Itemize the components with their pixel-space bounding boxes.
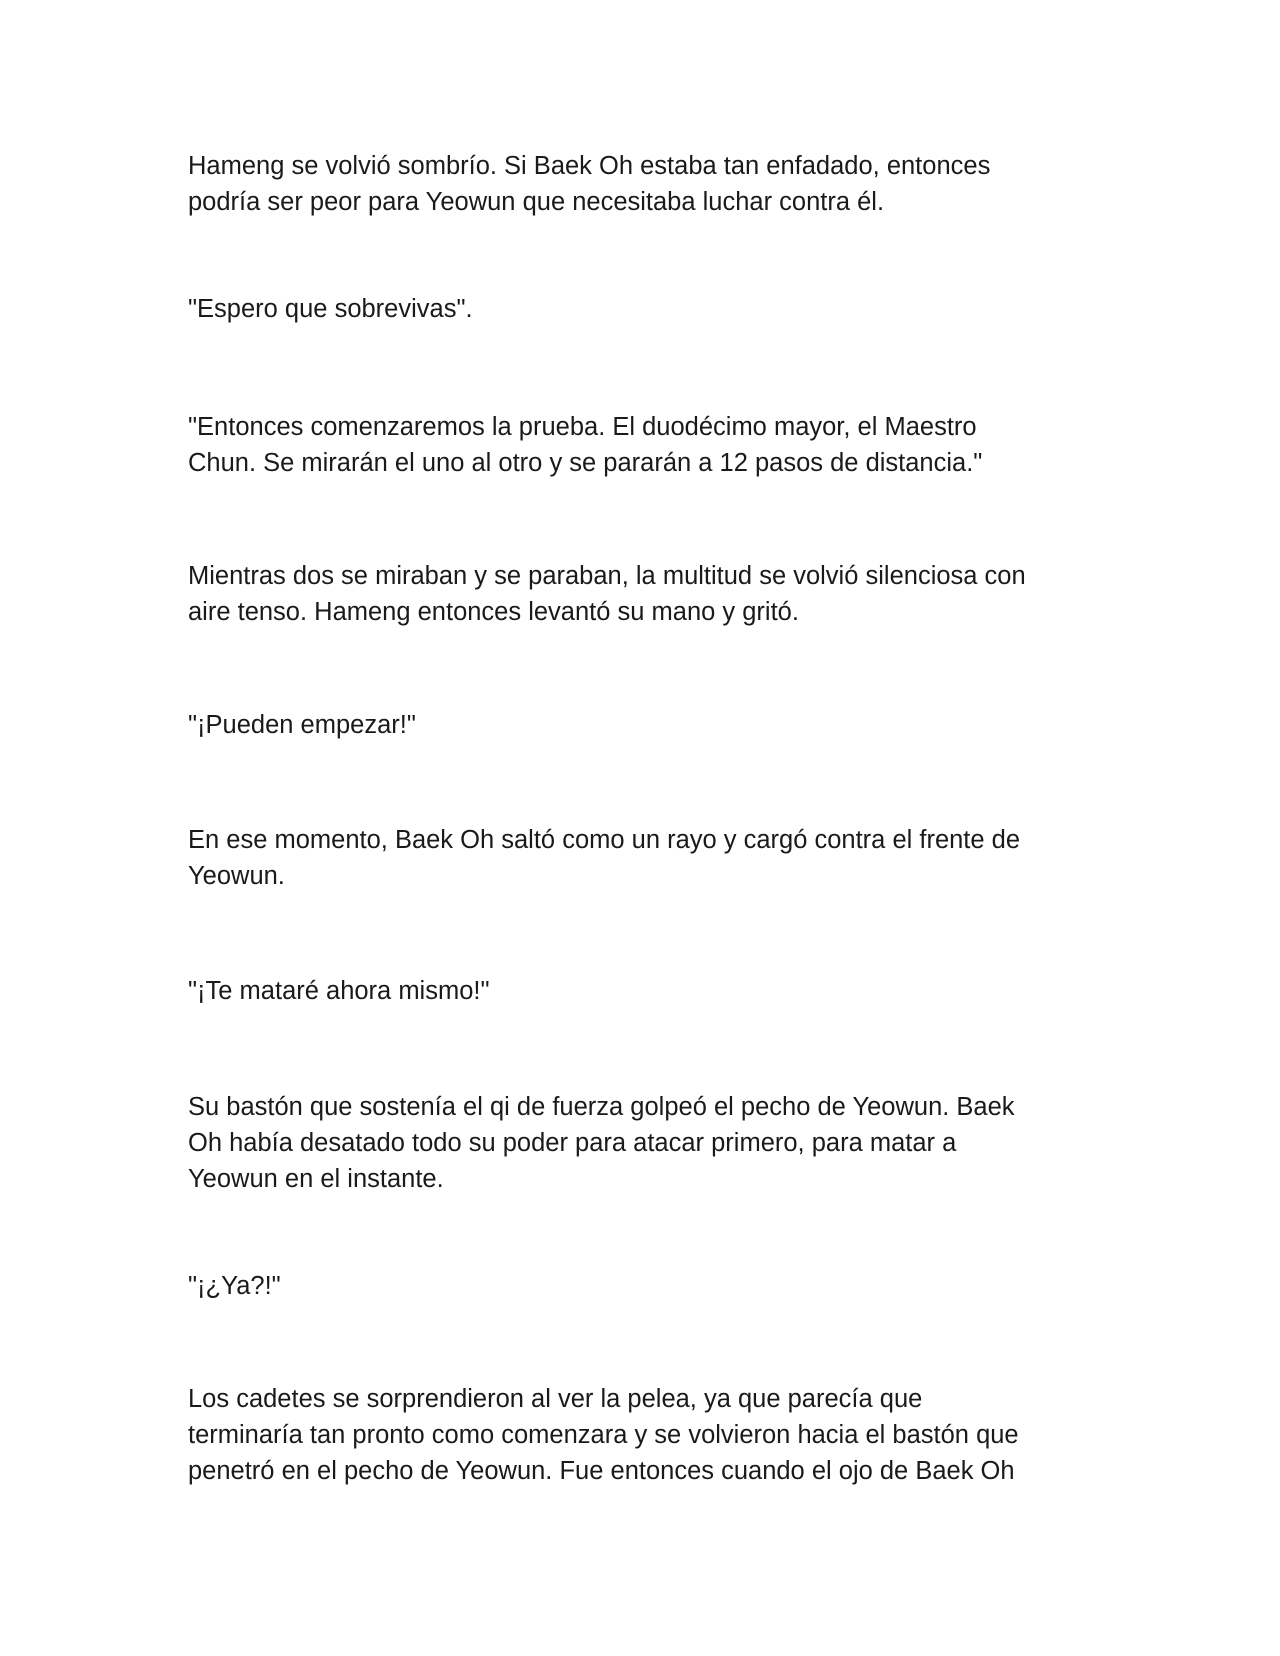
text-line: aire tenso. Hameng entonces levantó su mano y gritó. [188,598,799,626]
paragraph-5 [188,707,1088,743]
paragraph-7 [188,973,1088,1009]
text-line: Hameng se volvió sombrío. Si Baek Oh estaba tan enfadado, entonces [188,152,991,180]
paragraph-10 [188,1381,1088,1489]
text-line: Yeowun en el instante. [188,1165,444,1193]
paragraph-8 [188,1089,1088,1197]
text-line: Los cadetes se sorprendieron al ver la pelea, ya que parecía que [188,1385,923,1413]
paragraph-9 [188,1268,1088,1304]
text-line: Yeowun. [188,862,285,890]
text-line: Su bastón que sostenía el qi de fuerza golpeó el pecho de Yeowun. Baek [188,1093,1015,1121]
text-line: "Espero que sobrevivas". [188,295,473,323]
text-line: Mientras dos se miraban y se paraban, la multitud se volvió silenciosa con [188,562,1026,590]
paragraph-6 [188,822,1088,894]
text-line: podría ser peor para Yeowun que necesitaba luchar contra él. [188,188,885,216]
paragraph-3 [188,409,1088,481]
text-line: Oh había desatado todo su poder para atacar primero, para matar a [188,1129,957,1157]
text-line: "¡Te mataré ahora mismo!" [188,977,490,1005]
text-line: Chun. Se mirarán el uno al otro y se pararán a 12 pasos de distancia." [188,449,983,477]
text-line: "¡¿Ya?!" [188,1272,281,1300]
text-line: "Entonces comenzaremos la prueba. El duodécimo mayor, el Maestro [188,413,977,441]
text-line: En ese momento, Baek Oh saltó como un rayo y cargó contra el frente de [188,826,1021,854]
paragraph-1 [188,148,1088,220]
text-line: "¡Pueden empezar!" [188,711,416,739]
paragraph-2 [188,291,1088,327]
text-line: terminaría tan pronto como comenzara y se volvieron hacia el bastón que [188,1421,1019,1449]
text-line: penetró en el pecho de Yeowun. Fue entonces cuando el ojo de Baek Oh [188,1457,1015,1485]
paragraph-4 [188,558,1088,630]
